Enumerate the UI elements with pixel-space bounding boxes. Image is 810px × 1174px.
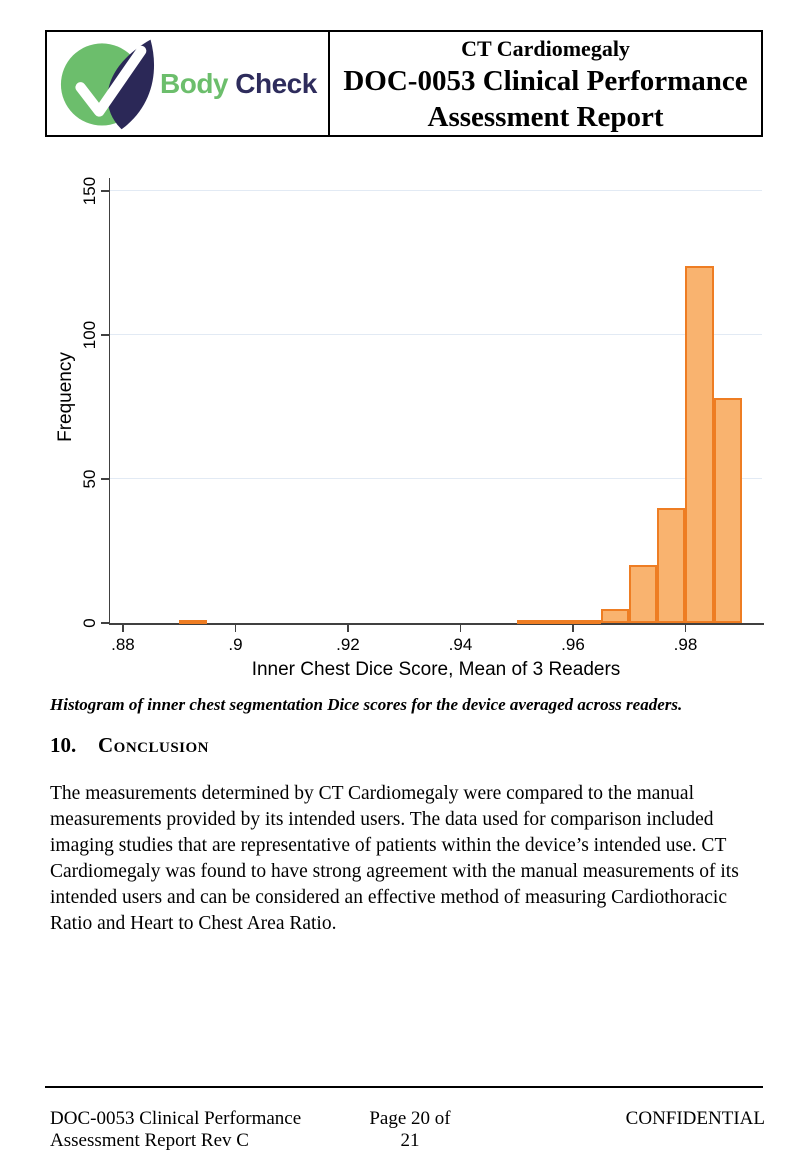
x-tick-mark — [347, 625, 349, 632]
plot-area — [55, 176, 762, 680]
y-tick-mark — [101, 478, 109, 480]
histogram-bar — [714, 398, 742, 623]
bodycheck-logo-icon — [60, 35, 158, 133]
y-gridline — [110, 334, 762, 335]
footer-doc-id-line2: Assessment Report Rev C — [50, 1129, 249, 1151]
footer-doc-id-line1: DOC-0053 Clinical Performance — [50, 1108, 302, 1129]
histogram-bar — [573, 620, 601, 624]
y-tick-mark — [101, 334, 109, 336]
section-title: Conclusion — [98, 733, 210, 757]
x-tick-label: .9 — [228, 635, 243, 654]
y-tick-mark — [101, 190, 109, 192]
x-axis-title: Inner Chest Dice Score, Mean of 3 Readers — [251, 659, 621, 680]
histogram-bar — [179, 620, 207, 624]
y-axis-title: Frequency — [55, 352, 76, 442]
doc-title-line1: DOC-0053 Clinical Performance — [343, 65, 748, 97]
footer-page-line1: Page 20 of — [369, 1108, 451, 1129]
y-tick-label: 0 — [80, 618, 99, 628]
histogram-bar — [685, 266, 713, 623]
x-tick-mark — [572, 625, 574, 632]
logo-cell — [47, 32, 330, 135]
x-tick-mark — [122, 625, 124, 632]
title-cell — [330, 32, 761, 135]
y-tick-label: 50 — [80, 469, 99, 489]
x-tick-label: .98 — [673, 635, 698, 654]
x-tick-label: .94 — [448, 635, 473, 654]
logo-wordmark — [160, 68, 317, 100]
histogram-bar — [601, 609, 629, 623]
footer-confidential: CONFIDENTIAL — [625, 1108, 765, 1129]
report-header — [45, 30, 763, 137]
figure-caption: Histogram of inner chest segmentation Dice scores for the device averaged across readers. — [50, 695, 683, 714]
histogram-bar — [657, 508, 685, 623]
doc-title-line2: Assessment Report — [427, 101, 664, 133]
logo-word-check: Check — [235, 67, 317, 99]
x-tick-mark — [235, 625, 237, 632]
footer-page-number — [310, 1108, 510, 1151]
logo-word-body: Body — [160, 67, 228, 99]
x-tick-label: .96 — [561, 635, 585, 654]
x-tick-label: .92 — [336, 635, 360, 654]
y-axis-line — [109, 178, 111, 625]
histogram-bar — [629, 565, 657, 623]
histogram-bar — [517, 620, 545, 624]
product-name: CT Cardiomegaly — [461, 36, 630, 61]
footer-page-line2: 21 — [400, 1129, 420, 1151]
dice-score-histogram — [0, 160, 810, 700]
x-tick-label: .88 — [111, 635, 135, 654]
y-tick-mark — [101, 622, 109, 624]
footer-divider — [45, 1086, 763, 1088]
conclusion-paragraph: The measurements determined by CT Cardiomegaly were compared to the manual measurements provided by its intended users. The data used for comparison included imaging studies that are representative of patients within the device’s intended use. CT Cardiomegaly was found to have strong agreement with the manual measurements of its intended users and can be considered an effective method of measuring Cardiothoracic Ratio and Heart to Chest Area Ratio. — [50, 783, 739, 934]
section-number: 10. — [50, 733, 77, 757]
y-gridline — [110, 478, 762, 479]
histogram-bar — [545, 620, 573, 624]
y-tick-label: 100 — [80, 320, 99, 350]
x-tick-mark — [685, 625, 687, 632]
x-tick-mark — [460, 625, 462, 632]
y-gridline — [110, 190, 762, 191]
y-tick-label: 150 — [80, 176, 99, 206]
footer-doc-id — [50, 1108, 350, 1151]
